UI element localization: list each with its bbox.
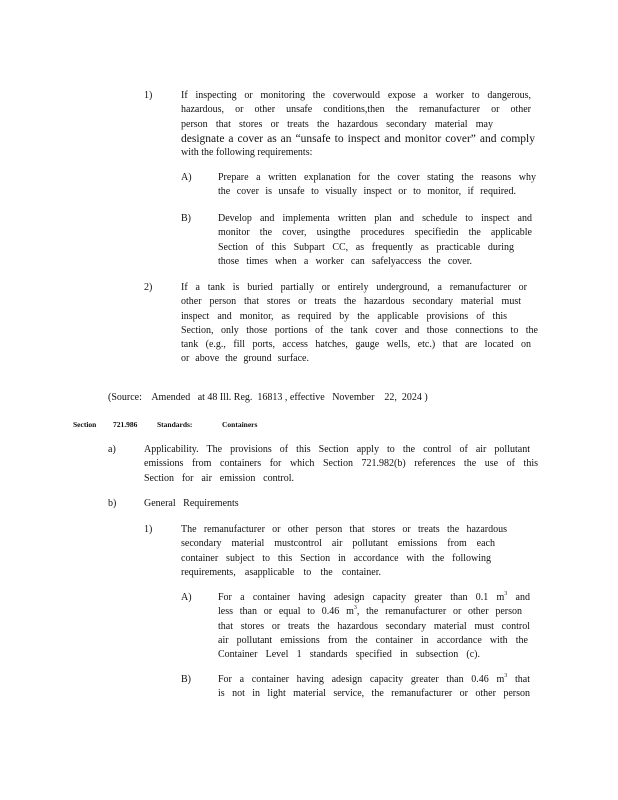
item-1-line-3: person that stores or treats the hazardous secondary material may [181,118,493,130]
item-1-b-line-3: Section of this Subpart CC, as frequently as practicable during [218,241,514,253]
para-b-1-line-3: container subject to this Section in accordance with the following [181,552,491,564]
item-2-line-5: tank (e.g., fill ports, access hatches, gauge wells, etc.) that are located on [181,339,531,351]
item-1-b-line-1: Develop and implementa written plan and schedule to inspect and [218,213,532,224]
superscript-3: 3 [504,591,508,597]
para-b-1-line-1: The remanufacturer or other person that stores or treats the hazardous [181,524,507,535]
item-2-marker: 2) [144,282,153,293]
para-b-1-a-line-1 [218,591,530,605]
para-b-1-b-text [218,673,530,702]
item-1-marker: 1) [144,90,153,101]
para-b-1-a-line-2-end: , the remanufacturer or other person [356,606,523,618]
item-2-line-3: inspect and monitor, as required by the applicable provisions of this [181,310,507,322]
para-a-line-1: Applicability. The provisions of this Section apply to the control of air pollutant [144,444,530,455]
item-1-line-2: hazardous, or other unsafe conditions,then the remanufacturer or other [181,104,531,116]
item-1-b-line-2: monitor the cover, usingthe procedures specifiedin the applicable [218,227,532,239]
item-1-a-text [218,171,536,200]
para-b-1-a-line-5: Container Level 1 standards specified in subsection (c). [218,649,480,661]
item-1-b-line-4: those times when a worker can safelyaccess the cover. [218,255,472,267]
para-b-1-b-line-1 [218,673,530,687]
item-1-b-text [218,212,532,269]
para-a-line-2: emissions from containers for which Section 721.982(b) references the use of this [144,458,538,470]
para-b-1-b-line-1-end: that [507,674,531,685]
para-b-1-a-line-3: that stores or treats the hazardous secondary material must control [218,620,530,632]
item-1-line-4: designate a cover as an “unsafe to inspect and monitor cover” and comply [181,132,535,145]
para-b-1-a-marker: A) [181,592,192,603]
para-b-1-a-line-2 [218,605,522,619]
para-b-1-a-text [218,591,530,662]
item-1-a-marker: A) [181,172,192,183]
section-label: Section [73,420,97,429]
item-1-text [181,89,535,160]
item-1-line-5: with the following requirements: [181,147,313,159]
source-note: (Source: Amended at 48 Ill. Reg. 16813 , effective November 22, 2024 ) [108,392,428,403]
item-1-a-line-1: Prepare a written explanation for the cover stating the reasons why [218,172,536,183]
item-2-text [181,281,538,367]
item-2-line-2: other person that stores or treats the hazardous secondary material must [181,296,521,308]
section-number: 721.986 [113,420,138,429]
para-b-heading: General Requirements [144,498,239,509]
para-a-marker: a) [108,444,116,455]
item-2-line-4: Section, only those portions of the tank cover and those connections to the [181,324,538,336]
para-b-1-a-line-1-end: and [507,592,530,603]
para-b-1-text [181,523,509,580]
para-b-1-b-line-2: is not in light material service, the remanufacturer or other person [218,688,530,700]
para-a-text [144,443,538,486]
para-b-1-line-2: secondary material mustcontrol air pollutant emissions from each [181,538,495,550]
para-b-1-b-marker: B) [181,674,191,685]
superscript-3: 3 [353,605,357,612]
section-title-part: Standards: [157,420,193,429]
para-b-1-line-4: requirements, asapplicable to the container. [181,566,381,578]
para-b-1-marker: 1) [144,524,153,535]
para-a-line-3: Section for air emission control. [144,472,294,484]
item-2-line-6: or above the ground surface. [181,353,309,365]
superscript-3: 3 [504,673,508,679]
item-1-line-1: If inspecting or monitoring the coverwould expose a worker to dangerous, [181,90,531,101]
para-b-1-b-line-1-text: For a container having adesign capacity greater than 0.46 m [218,674,505,685]
item-2-line-1: If a tank is buried partially or entirely underground, a remanufacturer or [181,282,527,293]
item-1-a-line-2: the cover is unsafe to visually inspect or to monitor, if required. [218,186,516,198]
para-b-marker: b) [108,498,117,509]
item-1-b-marker: B) [181,213,191,224]
para-b-1-a-line-1-text: For a container having adesign capacity greater than 0.1 m [218,592,505,603]
para-b-1-a-line-2-text: less than or equal to 0.46 m [218,606,354,618]
para-b-1-a-line-4: air pollutant emissions from the container in accordance with the [218,634,528,646]
section-title-rest: Containers [222,420,258,429]
